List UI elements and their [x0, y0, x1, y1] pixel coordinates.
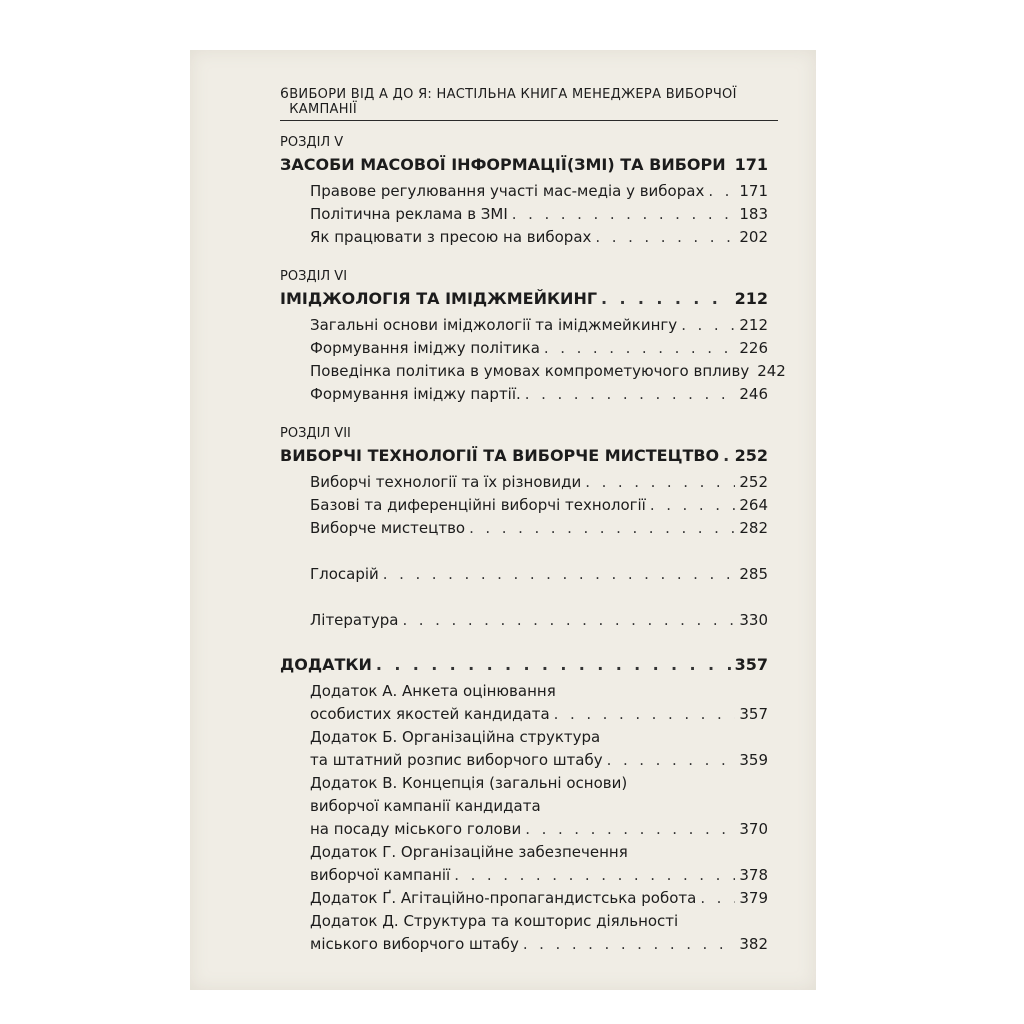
toc-entry-appendix-g[interactable]: Додаток Ґ. Агітаційно-пропагандистська робота . . . 379 — [310, 889, 768, 907]
toc-entry[interactable]: Правове регулювання участі мас-медіа у виборах . . . 171 — [310, 182, 768, 200]
toc-entry-appendix-b[interactable]: та штатний розпис виборчого штабу . . . 359 — [310, 751, 768, 769]
toc-entry-appendix-v[interactable]: на посаду міського голови . . . 370 — [310, 820, 768, 838]
appendix-b-line1: Додаток Б. Організаційна структура — [310, 728, 601, 746]
running-title: ВИБОРИ ВІД А ДО Я: НАСТІЛЬНА КНИГА МЕНЕДЖЕРА ВИБОРЧОЇ КАМПАНІЇ — [289, 87, 737, 117]
toc-section-heading[interactable]: ІМІДЖОЛОГІЯ ТА ІМІДЖМЕЙКИНГ . . . 212 — [280, 290, 768, 308]
toc-entry[interactable]: Поведінка політика в умовах компрометуючого впливу 242 — [310, 362, 786, 380]
toc-entry[interactable]: Формування іміджу політика . . . 226 — [310, 339, 768, 357]
toc-entry-glossary[interactable]: Глосарій . . . 285 — [310, 565, 768, 583]
section-label: РОЗДІЛ VI — [280, 269, 348, 284]
section-label: РОЗДІЛ VII — [280, 426, 351, 441]
toc-entry[interactable]: Політична реклама в ЗМІ . . . 183 — [310, 205, 768, 223]
toc-entry-appendix-h[interactable]: виборчої кампанії . . . 378 — [310, 866, 768, 884]
toc-section-heading[interactable]: ЗАСОБИ МАСОВОЇ ІНФОРМАЦІЇ(ЗМІ) ТА ВИБОРИ . . . 171 — [280, 156, 768, 174]
section-label: РОЗДІЛ V — [280, 135, 344, 150]
toc-entry[interactable]: Формування іміджу партії. . . . 246 — [310, 385, 768, 403]
toc-entry[interactable]: Виборче мистецтво . . . 282 — [310, 519, 768, 537]
appendix-v-line1: Додаток В. Концепція (загальні основи) — [310, 774, 628, 792]
appendix-d-line1: Додаток Д. Структура та кошторис діяльності — [310, 912, 679, 930]
toc-entry-appendix-d[interactable]: міського виборчого штабу . . . 382 — [310, 935, 768, 953]
toc-entry[interactable]: Як працювати з пресою на виборах . . . 202 — [310, 228, 768, 246]
toc-entry[interactable]: Загальні основи іміджології та іміджмейкингу . . . 212 — [310, 316, 768, 334]
toc-entry[interactable]: Виборчі технології та їх різновиди . . . 252 — [310, 473, 768, 491]
appendix-h-line1: Додаток Г. Організаційне забезпечення — [310, 843, 628, 861]
toc-entry[interactable]: Базові та диференційні виборчі технології . . . 264 — [310, 496, 768, 514]
toc-entry-literature[interactable]: Література . . . 330 — [310, 611, 768, 629]
page-number: 6 — [280, 86, 290, 102]
running-header — [280, 86, 778, 121]
appendix-v-line2: виборчої кампанії кандидата — [310, 797, 541, 815]
appendix-a-line1: Додаток А. Анкета оцінювання — [310, 682, 556, 700]
toc-entry-appendix-a[interactable]: особистих якостей кандидата . . . 357 — [310, 705, 768, 723]
book-page — [190, 50, 816, 990]
toc-appendices-heading[interactable]: ДОДАТКИ . . . 357 — [280, 656, 768, 674]
toc-section-heading[interactable]: ВИБОРЧІ ТЕХНОЛОГІЇ ТА ВИБОРЧЕ МИСТЕЦТВО . . . 252 — [280, 447, 768, 465]
